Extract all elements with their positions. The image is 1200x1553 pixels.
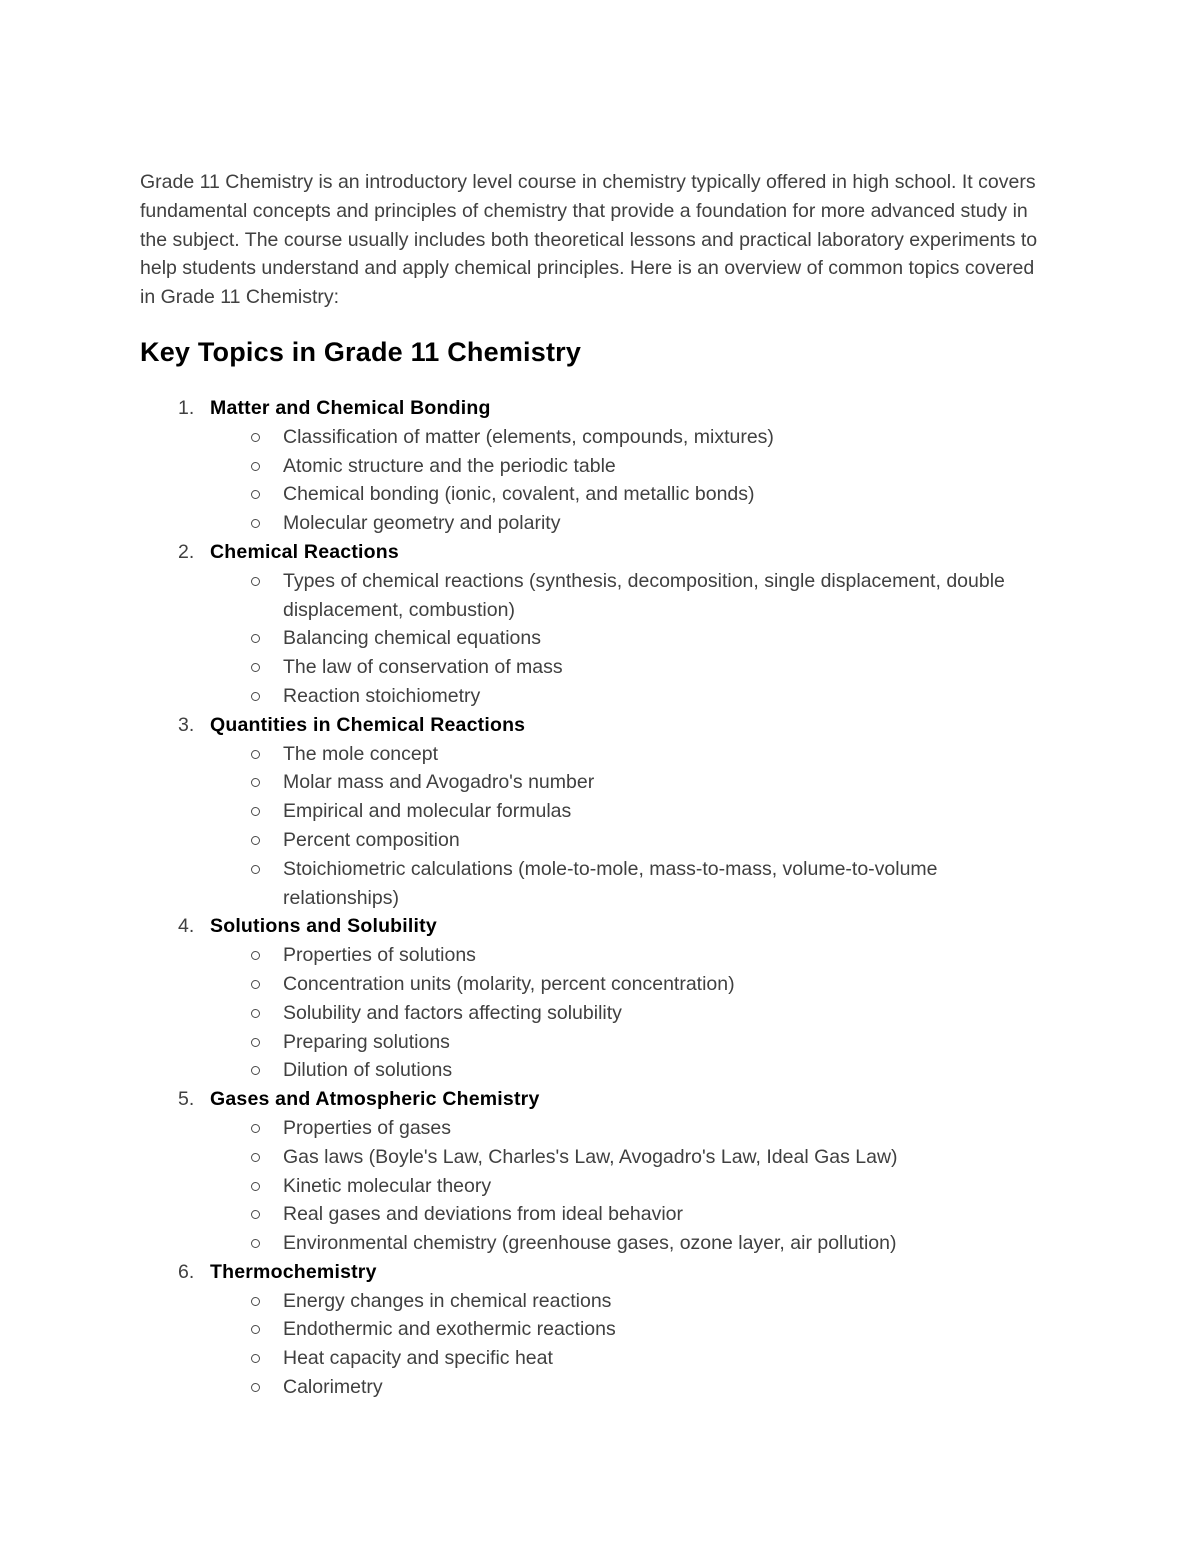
subtopics-list [140, 1114, 1045, 1258]
circle-bullet-icon [251, 462, 260, 471]
subtopic-item [140, 768, 1045, 797]
subtopic-item [140, 1114, 1045, 1143]
topic-title: Thermochemistry [210, 1260, 377, 1283]
topic-title: Matter and Chemical Bonding [210, 396, 491, 419]
subtopic-item [140, 452, 1045, 481]
subtopic-item [140, 1143, 1045, 1172]
topic-item [140, 1085, 1045, 1258]
subtopic-text: Balancing chemical equations [283, 627, 541, 650]
subtopic-text: Environmental chemistry (greenhouse gases, ozone layer, air pollution) [283, 1232, 897, 1255]
subtopics-list [140, 1287, 1045, 1402]
subtopics-list [140, 740, 1045, 913]
subtopic-item [140, 797, 1045, 826]
topic-title: Quantities in Chemical Reactions [210, 713, 526, 736]
circle-bullet-icon [251, 1182, 260, 1191]
circle-bullet-icon [251, 1383, 260, 1392]
subtopic-item [140, 1028, 1045, 1057]
circle-bullet-icon [251, 1354, 260, 1363]
subtopic-text: Concentration units (molarity, percent concentration) [283, 972, 735, 995]
subtopic-text: Dilution of solutions [283, 1059, 453, 1082]
subtopic-text: Energy changes in chemical reactions [283, 1289, 612, 1312]
topic-item [140, 538, 1045, 711]
topic-number: 5. [178, 1088, 195, 1111]
subtopic-text: Stoichiometric calculations (mole-to-mole, mass-to-mass, volume-to-volume relationships) [283, 857, 938, 909]
subtopic-item [140, 509, 1045, 538]
topic-title-row [140, 711, 1045, 740]
circle-bullet-icon [251, 1066, 260, 1075]
topic-title-row [140, 538, 1045, 567]
subtopic-text: Kinetic molecular theory [283, 1174, 492, 1197]
circle-bullet-icon [251, 750, 260, 759]
circle-bullet-icon [251, 1009, 260, 1018]
subtopic-text: Preparing solutions [283, 1030, 450, 1053]
subtopic-item [140, 1229, 1045, 1258]
subtopic-text: Heat capacity and specific heat [283, 1347, 553, 1370]
subtopic-item [140, 970, 1045, 999]
subtopic-text: Types of chemical reactions (synthesis, decomposition, single displacement, double displacement, combustion) [283, 569, 1005, 621]
subtopic-item [140, 1200, 1045, 1229]
subtopic-item [140, 826, 1045, 855]
circle-bullet-icon [251, 433, 260, 442]
circle-bullet-icon [251, 663, 260, 672]
circle-bullet-icon [251, 1325, 260, 1334]
subtopic-item [140, 480, 1045, 509]
subtopic-item [140, 653, 1045, 682]
topic-item [140, 394, 1045, 538]
circle-bullet-icon [251, 980, 260, 989]
subtopic-text: The law of conservation of mass [283, 656, 563, 679]
subtopic-text: Atomic structure and the periodic table [283, 454, 616, 477]
circle-bullet-icon [251, 1239, 260, 1248]
topic-number: 3. [178, 713, 195, 736]
subtopic-item [140, 1287, 1045, 1316]
subtopic-item [140, 1056, 1045, 1085]
subtopics-list [140, 941, 1045, 1085]
subtopic-item [140, 941, 1045, 970]
subtopic-item [140, 682, 1045, 711]
subtopic-item [140, 624, 1045, 653]
topic-title: Chemical Reactions [210, 540, 399, 563]
subtopic-item [140, 855, 1045, 913]
subtopic-text: The mole concept [283, 742, 439, 765]
topic-number: 6. [178, 1260, 195, 1283]
topic-number: 1. [178, 396, 195, 419]
subtopic-text: Reaction stoichiometry [283, 684, 481, 707]
subtopic-item [140, 1344, 1045, 1373]
subtopic-text: Percent composition [283, 828, 460, 851]
circle-bullet-icon [251, 1210, 260, 1219]
page-title: Key Topics in Grade 11 Chemistry [140, 336, 582, 367]
subtopic-text: Calorimetry [283, 1376, 383, 1399]
circle-bullet-icon [251, 807, 260, 816]
circle-bullet-icon [251, 1153, 260, 1162]
circle-bullet-icon [251, 1038, 260, 1047]
circle-bullet-icon [251, 519, 260, 528]
topics-list [140, 394, 1045, 1402]
subtopic-item [140, 567, 1045, 625]
subtopic-text: Properties of gases [283, 1116, 452, 1139]
topic-number: 4. [178, 915, 195, 938]
circle-bullet-icon [251, 577, 260, 586]
topic-number: 2. [178, 540, 195, 563]
subtopic-text: Solubility and factors affecting solubility [283, 1001, 622, 1024]
subtopics-list [140, 567, 1045, 711]
subtopic-item [140, 740, 1045, 769]
subtopic-item [140, 999, 1045, 1028]
intro-paragraph: Grade 11 Chemistry is an introductory level course in chemistry typically offered in high school. It covers fundamental concepts and principles of chemistry that provide a foundation for more advanced study in the subject. The course usually includes both theoretical lessons and practical laboratory experiments to help students understand and apply chemical principles. Here is an overview of common topics covered in Grade 11 Chemistry: [140, 171, 1038, 309]
circle-bullet-icon [251, 865, 260, 874]
topic-item [140, 711, 1045, 913]
circle-bullet-icon [251, 778, 260, 787]
topic-title-row [140, 912, 1045, 941]
subtopic-text: Real gases and deviations from ideal behavior [283, 1203, 683, 1226]
document-content [140, 168, 1045, 1402]
circle-bullet-icon [251, 951, 260, 960]
subtopic-text: Molar mass and Avogadro's number [283, 771, 595, 794]
topic-title-row [140, 394, 1045, 423]
subtopic-item [140, 1172, 1045, 1201]
subtopic-text: Empirical and molecular formulas [283, 800, 572, 823]
circle-bullet-icon [251, 1297, 260, 1306]
subtopic-text: Chemical bonding (ionic, covalent, and metallic bonds) [283, 483, 755, 506]
topic-title: Gases and Atmospheric Chemistry [210, 1088, 540, 1111]
topic-item [140, 1258, 1045, 1402]
subtopic-text: Properties of solutions [283, 944, 476, 967]
subtopic-text: Endothermic and exothermic reactions [283, 1318, 616, 1341]
subtopic-text: Molecular geometry and polarity [283, 512, 561, 535]
circle-bullet-icon [251, 634, 260, 643]
subtopic-item [140, 1373, 1045, 1402]
circle-bullet-icon [251, 490, 260, 499]
topic-title-row [140, 1085, 1045, 1114]
topic-item [140, 912, 1045, 1085]
circle-bullet-icon [251, 836, 260, 845]
circle-bullet-icon [251, 692, 260, 701]
subtopic-text: Classification of matter (elements, compounds, mixtures) [283, 425, 774, 448]
circle-bullet-icon [251, 1124, 260, 1133]
topic-title-row [140, 1258, 1045, 1287]
subtopics-list [140, 423, 1045, 538]
topic-title: Solutions and Solubility [210, 915, 437, 938]
subtopic-item [140, 1315, 1045, 1344]
subtopic-item [140, 423, 1045, 452]
subtopic-text: Gas laws (Boyle's Law, Charles's Law, Avogadro's Law, Ideal Gas Law) [283, 1145, 898, 1168]
